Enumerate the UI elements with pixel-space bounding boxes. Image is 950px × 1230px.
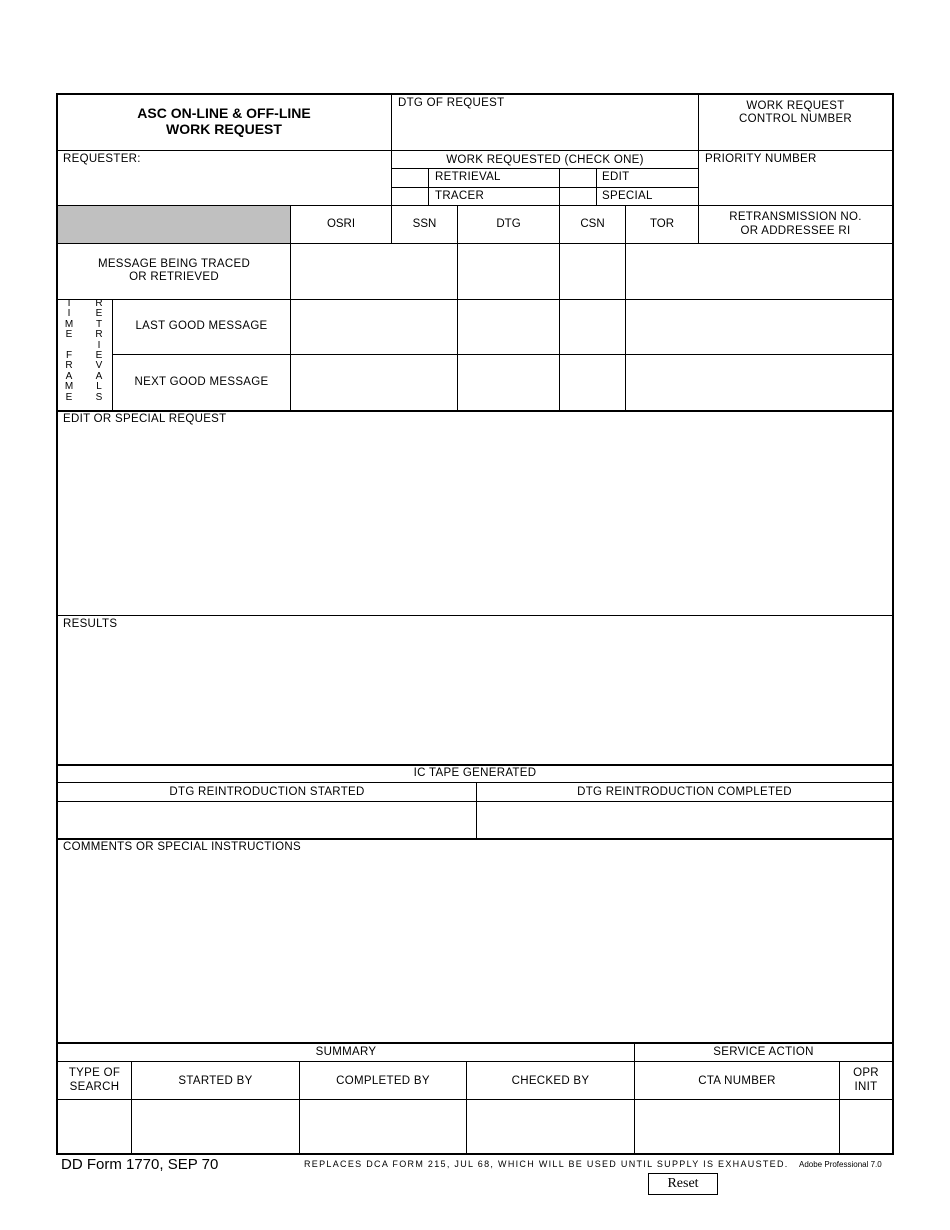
- reset-button[interactable]: Reset: [648, 1173, 718, 1195]
- next-good-dtg-field[interactable]: [458, 355, 559, 410]
- type-of-search-header-line1: TYPE OF: [68, 1067, 121, 1079]
- control-number-field[interactable]: [699, 127, 892, 149]
- special-label: SPECIAL: [602, 190, 653, 202]
- next-good-ssn-field[interactable]: [392, 355, 457, 410]
- form-title-line2: WORK REQUEST: [166, 121, 282, 137]
- next-good-osri-field[interactable]: [291, 355, 391, 410]
- tor-header: TOR: [649, 218, 675, 230]
- next-good-tor-field[interactable]: [626, 355, 698, 410]
- dtg-header: DTG: [496, 218, 521, 230]
- reintroduction-completed-label: DTG REINTRODUCTION COMPLETED: [577, 786, 792, 798]
- form-identifier: DD Form 1770, SEP 70: [61, 1156, 219, 1173]
- traced-csn-field[interactable]: [560, 244, 625, 299]
- retrievals-vertical-label: R E T R I E V A L S: [95, 298, 103, 403]
- comments-label: COMMENTS OR SPECIAL INSTRUCTIONS: [63, 841, 301, 853]
- grid-corner-shaded: [58, 206, 290, 243]
- type-of-search-header-line2: SEARCH: [69, 1081, 120, 1093]
- checked-by-field[interactable]: [467, 1100, 634, 1154]
- retransmission-header-line1: RETRANSMISSION NO.: [729, 211, 862, 223]
- priority-number-field[interactable]: [699, 167, 892, 205]
- csn-header: CSN: [580, 218, 605, 230]
- form-title-line1: ASC ON-LINE & OFF-LINE: [137, 105, 311, 121]
- dtg-of-request-field[interactable]: [392, 111, 698, 149]
- started-by-header: STARTED BY: [178, 1075, 253, 1087]
- ssn-header: SSN: [412, 218, 437, 230]
- work-requested-label: WORK REQUESTED (CHECK ONE): [446, 154, 644, 166]
- type-of-search-field[interactable]: [60, 1100, 131, 1154]
- next-good-retransmission-field[interactable]: [699, 355, 892, 410]
- opr-init-header-line2: INIT: [854, 1081, 878, 1093]
- edit-checkbox[interactable]: [560, 169, 596, 187]
- work-request-form: [56, 93, 894, 1155]
- tracer-label: TRACER: [435, 190, 485, 202]
- special-checkbox[interactable]: [560, 188, 596, 205]
- retrieval-label: RETRIEVAL: [435, 171, 501, 183]
- message-traced-label-line2: OR RETRIEVED: [129, 271, 219, 283]
- message-traced-label-line1: MESSAGE BEING TRACED: [97, 258, 251, 270]
- checked-by-header: CHECKED BY: [511, 1075, 590, 1087]
- time-frame-vertical-label: T I M E F R A M E: [64, 298, 74, 403]
- completed-by-header: COMPLETED BY: [336, 1075, 430, 1087]
- next-good-message-label: NEXT GOOD MESSAGE: [134, 376, 269, 388]
- ic-tape-generated-label: IC TAPE GENERATED: [413, 767, 537, 779]
- opr-init-header-line1: OPR: [853, 1067, 879, 1079]
- requester-label: REQUESTER:: [63, 153, 141, 165]
- software-credit: Adobe Professional 7.0: [799, 1160, 882, 1169]
- tracer-checkbox[interactable]: [392, 188, 428, 205]
- requester-field[interactable]: [60, 167, 390, 205]
- traced-osri-field[interactable]: [291, 244, 391, 299]
- last-good-ssn-field[interactable]: [392, 300, 457, 354]
- traced-dtg-field[interactable]: [458, 244, 559, 299]
- results-field[interactable]: [60, 633, 890, 764]
- replaces-notice: REPLACES DCA FORM 215, JUL 68, WHICH WILL BE USED UNTIL SUPPLY IS EXHAUSTED.: [304, 1159, 789, 1169]
- dtg-of-request-label: DTG OF REQUEST: [398, 97, 505, 109]
- last-good-osri-field[interactable]: [291, 300, 391, 354]
- started-by-field[interactable]: [132, 1100, 299, 1154]
- last-good-message-label: LAST GOOD MESSAGE: [135, 320, 268, 332]
- reintroduction-started-field[interactable]: [60, 802, 475, 838]
- last-good-tor-field[interactable]: [626, 300, 698, 354]
- comments-field[interactable]: [60, 856, 890, 1042]
- cta-number-header: CTA NUMBER: [698, 1075, 776, 1087]
- control-number-label-line1: WORK REQUEST: [746, 100, 845, 112]
- edit-label: EDIT: [602, 171, 630, 183]
- edit-special-request-field[interactable]: [60, 428, 890, 614]
- summary-label: SUMMARY: [315, 1046, 377, 1058]
- results-label: RESULTS: [63, 618, 118, 630]
- control-number-label-line2: CONTROL NUMBER: [738, 113, 853, 125]
- priority-number-label: PRIORITY NUMBER: [705, 153, 817, 165]
- next-good-csn-field[interactable]: [560, 355, 625, 410]
- traced-ssn-field[interactable]: [392, 244, 457, 299]
- traced-tor-field[interactable]: [626, 244, 698, 299]
- edit-special-request-label: EDIT OR SPECIAL REQUEST: [63, 413, 227, 425]
- last-good-dtg-field[interactable]: [458, 300, 559, 354]
- retransmission-header-line2: OR ADDRESSEE RI: [740, 225, 851, 237]
- cta-number-field[interactable]: [635, 1100, 839, 1154]
- last-good-csn-field[interactable]: [560, 300, 625, 354]
- completed-by-field[interactable]: [300, 1100, 466, 1154]
- reintroduction-completed-field[interactable]: [477, 802, 890, 838]
- osri-header: OSRI: [326, 218, 356, 230]
- traced-retransmission-field[interactable]: [699, 244, 892, 299]
- last-good-retransmission-field[interactable]: [699, 300, 892, 354]
- reintroduction-started-label: DTG REINTRODUCTION STARTED: [169, 786, 365, 798]
- opr-init-field[interactable]: [840, 1100, 890, 1154]
- retrieval-checkbox[interactable]: [392, 169, 428, 187]
- service-action-label: SERVICE ACTION: [713, 1046, 814, 1058]
